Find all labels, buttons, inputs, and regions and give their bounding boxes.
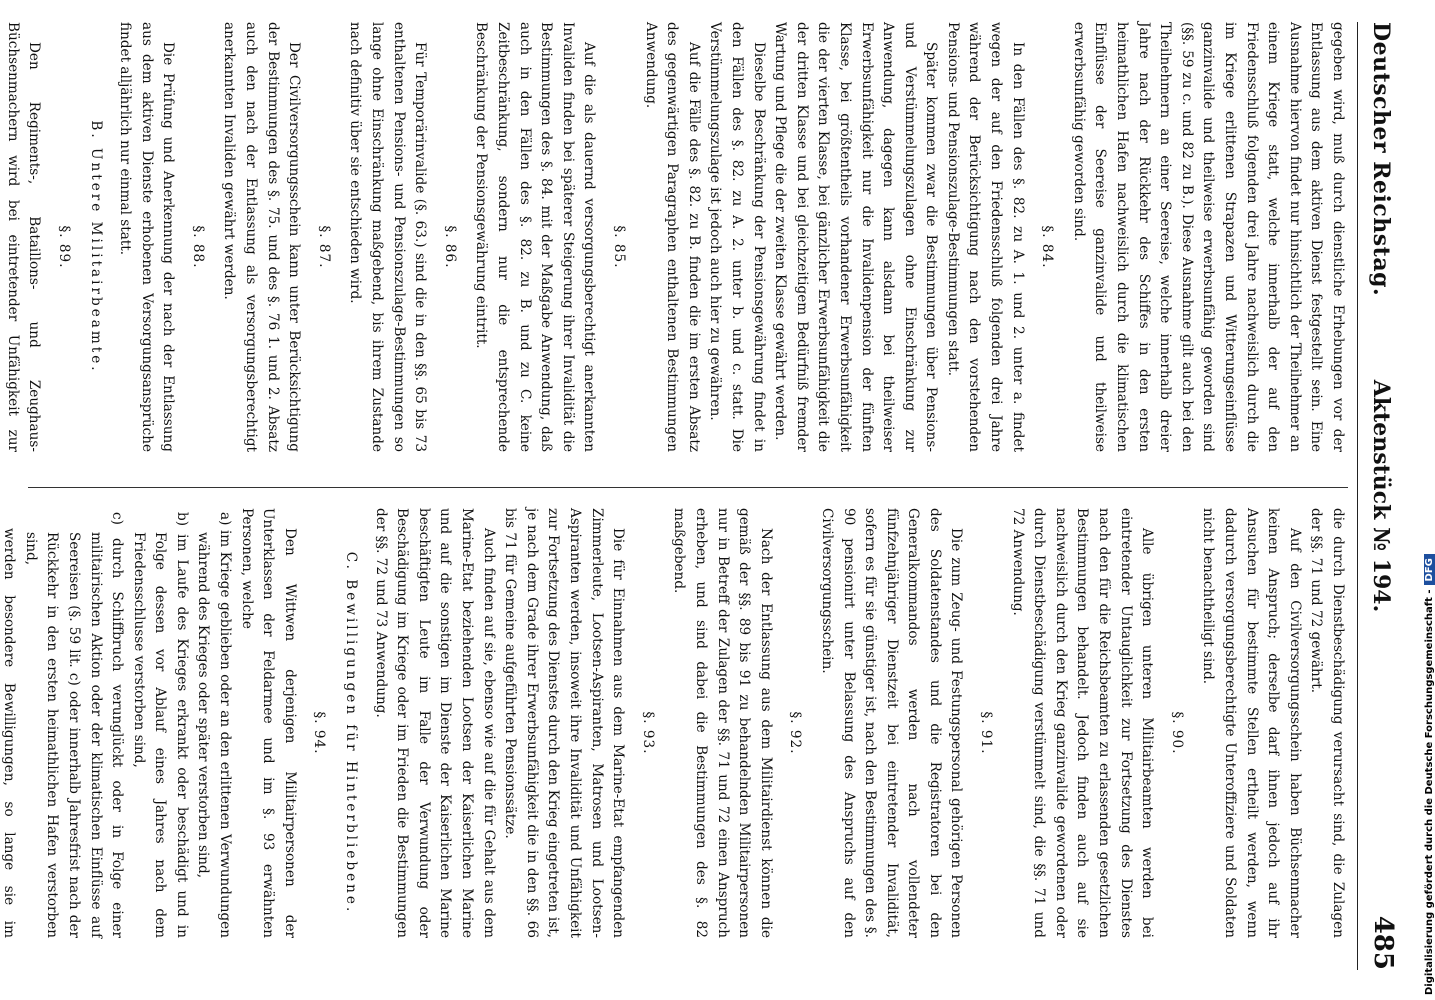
paragraph: Dieselbe Beschränkung der Pensionsgewährung findet in den Fällen des §. 82. zu A. 2. unter b. und c. statt. Die Verstümmelungszulage ist jedoch auch hier zu gewähren.	[707, 22, 767, 452]
section-heading: §. 90.	[1168, 711, 1185, 755]
right-text-column	[0, 508, 1348, 938]
paragraph: Für Temporärinvalide (§. 63.) sind die in den §§. 65 bis 73 enthaltenen Pensions- und Pensionszulage-Bestimmungen so lange ohne Einschränkung maßgebend, bis ihrem Zustande nach definitiv über sie entschieden wird.	[347, 22, 429, 452]
paragraph: Später kommen zwar die Bestimmungen über Pensions- und Verstümmelungszulagen ohne Einschränkung zur Anwendung, dagegen kann alsdann bei theilweiser Erwerbsunfähigkeit nur die Invalidenpension der fünften Klasse, bei größtentheils vorhandener Erwerbsunfähigkeit die der vierten Klasse, bei gänzlicher Erwerbsunfähigkeit die der dritten Klasse und bei gleichzeitigem Bedürfniß fremder Wartung und Pflege die der zweiten Klasse gewährt werden.	[772, 22, 940, 452]
paragraph: Auf den Civilversorgungsschein haben Büchsenmacher keinen Anspruch; derselbe darf ihnen jedoch auf ihr Ansuchen für bestimmte Stellen ertheilt werden, wenn dadurch versorgungsberechtigte Unteroffiziere und Soldaten nicht benachtheiligt sind.	[1200, 508, 1303, 938]
paragraph: Den Wittwen derjenigen Militairpersonen der Unterklassen der Feldarmee und im §. 93 erwähnten Personen, welche	[238, 508, 298, 938]
document-number: Aktenstück № 194.	[1368, 379, 1394, 613]
page-header	[1357, 22, 1398, 970]
paragraph: In den Fällen des §. 82. zu A. 1. und 2. unter a. findet wegen der auf den Friedensschluß folgenden drei Jahre während der Berücksichtigung nach den vorstehenden Pensions- und Pensionszulage-Bestimmungen statt.	[944, 22, 1026, 452]
chapter-heading: B. Untere Militairbeamte.	[87, 120, 104, 374]
section-heading: §. 94.	[311, 711, 328, 755]
credit-text: Digitalisierung gefördert durch die Deutsche Forschungsgemeinschaft -	[1424, 589, 1435, 995]
page-number: 485	[1368, 915, 1398, 970]
section-heading: §. 87.	[315, 225, 332, 269]
section-heading: §. 86.	[441, 225, 458, 269]
paragraph: Den Regiments-, Bataillons- und Zeughaus-Büchsenmachern wird bei eintretender Unfähigkeit zur	[4, 22, 43, 452]
paragraph: Die für Einnahmen aus dem Marine-Etat empfangenden Zimmerleute, Lootsen-Aspiranten, Matrosen und Lootsen-Aspiranten werden, insoweit ihre Invalidität und Unfähigkeit zur Fortsetzung des Dienstes durch den Krieg eingetreten ist, je nach dem Grade ihrer Erwerbsunfähigkeit die in den §§. 66 bis 71 für Gemeine aufgeführten Pensionssätze.	[502, 508, 627, 938]
section-heading: §. 92.	[787, 711, 804, 755]
section-heading: §. 85.	[611, 225, 627, 269]
section-heading: §. 93.	[639, 711, 656, 755]
chapter-heading: C. Bewilligungen für Hinterbliebene.	[343, 551, 360, 915]
column-divider	[28, 487, 1348, 488]
digitization-credit	[1424, 554, 1435, 995]
paragraph: Der Civilversorgungsschein kann unter Berücksichtigung der Bestimmungen des §. 75. und des §. 76 1. und 2. Absatz auch den nach der Entlassung als versorgungsberechtigt anerkannten Invaliden gewährt werden.	[221, 22, 303, 452]
paragraph: Nach der Entlassung aus dem Militairdienst können die gemäß der §§. 89 bis 91 zu behandelnden Militairpersonen nur in Betreff der Zulagen der §§. 71 und 72 einen Anspruch erheben, und sind dabei die Bestimmungen des §. 82 maßgebend.	[671, 508, 774, 938]
list-item: b) im Laufe des Krieges erkrankt oder beschädigt und in Folge dessen vor Ablauf eines Jahres nach dem Friedensschlusse verstorben sind,	[130, 512, 190, 938]
document-page	[1, 22, 1398, 970]
section-heading: §. 84.	[1039, 225, 1056, 269]
section-heading: §. 88.	[189, 225, 206, 269]
paragraph: Die Prüfung und Anerkennung der nach der Entlassung aus dem aktiven Dienste erhobenen Versorgungsansprüche findet alljährlich nur einmal statt.	[117, 22, 177, 452]
paragraph: Auf die Fälle des §. 82. zu B. finden die im ersten Absatz des gegenwärtigen Paragraphen enthaltenen Bestimmungen Anwendung.	[642, 22, 702, 452]
paragraph: Die zum Zeug- und Festungspersonal gehörigen Personen des Soldatenstandes und die Registratoren bei den Generalkommandos werden nach vollendeter fünfzehnjähriger Dienstzeit bei eintretender Invalidität, sofern es für sie günstiger ist, nach den Bestimmungen des §. 90 pensionirt unter Belassung des Anspruchs auf den Civilversorgungsschein.	[818, 508, 965, 938]
section-heading: §. 91.	[978, 711, 995, 755]
list-item: c) durch Schiffbruch verunglückt oder in Folge einer militairischen Aktion oder der klimatischen Einflüsse auf Seereisen (§. 59 lit. c) oder innerhalb Jahresfrist nach der Rückkehr in den ersten heimathlichen Hafen verstorben sind,	[22, 512, 126, 938]
paragraph: Auf die als dauernd versorgungsberechtigt anerkannten Invaliden finden bei späterer Steigerung ihrer Invalidität die Bestimmungen des §. 84. mit der Maßgabe Anwendung, daß auch in den Fällen des §. 82. zu B. und zu C. keine Zeitbeschränkung, sondern nur die entsprechende Beschränkung der Pensionsgewährung eintritt.	[473, 22, 598, 452]
section-heading: §. 89.	[55, 225, 72, 269]
paragraph: Auch finden auf sie, ebenso wie auf die für Gehalt aus dem Marine-Etat beziehenden Lootsen der Kaiserlichen Marine und auf die sonstigen im Dienste der Kaiserlichen Marine beschäftigten Leute im Falle der Verwundung oder Beschädigung im Kriege oder im Frieden die Bestimmungen der §§. 72 und 73 Anwendung.	[372, 508, 497, 938]
paragraph: Alle übrigen unteren Militairbeamten werden bei eintretender Untauglichkeit zur Fortsetzung des Dienstes nach den für die Reichsbeamten zu erlassenden gesetzlichen Bestimmungen behandelt. Jedoch finden auch auf sie nachweislich durch den Krieg ganzinvalide gewordenen oder durch Dienstbeschädigung verstümmelt sind, die §§. 71 und 72 Anwendung.	[1009, 508, 1156, 938]
journal-title: Deutscher Reichstag.	[1368, 22, 1394, 297]
paragraph: die durch Dienstbeschädigung verursacht sind, die Zulagen der §§. 71 und 72 gewährt.	[1308, 508, 1346, 938]
left-text-column	[0, 22, 1348, 452]
paragraph: werden besondere Bewilligungen, so lange sie im	[1, 528, 18, 938]
paragraph: gegeben wird, muß durch dienstliche Erhebungen vor der Entlassung aus dem aktiven Dienst festgestellt sein. Eine Ausnahme hiervon findet nur hinsichtlich der Theilnehmer an einem Kriege statt, welche innerhalb der auf den Friedensschluß folgenden drei Jahre nachweislich durch die im Kriege erlittenen Strapazen und Witterungseinflüsse ganzinvalide und theilweise erwerbsunfähig geworden sind (§§. 59 zu c. und 82 zu B.). Diese Ausnahme gilt auch bei den Theilnehmern an einer Seereise, welche innerhalb dreier Jahre nach der Rückkehr des Schiffes in den ersten heimathlichen Hafen nachweislich durch die klimatischen Einflüsse der Seereise ganzinvalide und theilweise erwerbsunfähig geworden sind.	[1070, 22, 1346, 452]
dfg-logo: DFG	[1424, 554, 1435, 585]
list-item: a) im Kriege geblieben oder an den erlittenen Verwundungen während des Krieges oder später verstorben sind,	[195, 512, 234, 938]
